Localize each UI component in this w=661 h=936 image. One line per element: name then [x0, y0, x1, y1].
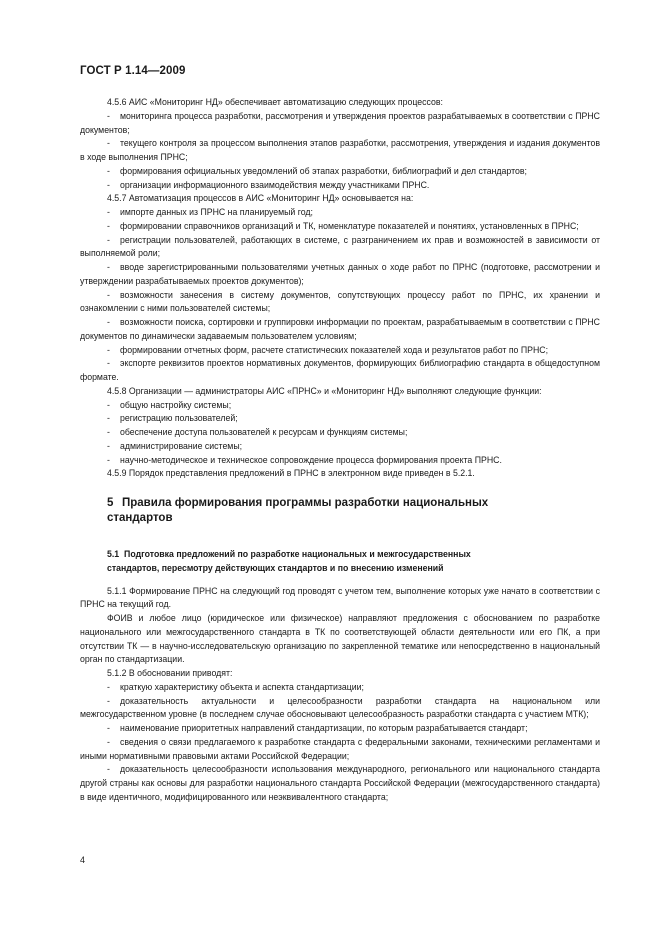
list-item — [80, 681, 600, 695]
list-item — [80, 234, 600, 262]
list-dash: - — [107, 399, 110, 410]
list-item-text: вводе зарегистрированными пользователями учетных данных о ходе работ по ПРНС (подготовке, рассмотрении и утверждении разрабатываемых проектов документов); — [80, 262, 600, 286]
list-dash: - — [107, 695, 110, 706]
list-dash: - — [107, 138, 110, 149]
clause-4-5-8: 4.5.8 Организации — администраторы АИС «ПРНС» и «Мониторинг НД» выполняют следующие функции: — [107, 385, 542, 396]
list-item-text: экспорте реквизитов проектов нормативных документов, формирующих библиографию стандарта в общедоступном формате. — [80, 358, 600, 382]
list-item — [80, 722, 600, 736]
clause-5-1-1: 5.1.1 Формирование ПРНС на следующий год проводят с учетом тем, выполнение которых уже начато в соответствии с ПРНС на текущий год. — [80, 585, 600, 610]
subsection-5-1-number: 5.1 — [107, 549, 120, 559]
list-item — [80, 289, 600, 317]
section-5-title-line2: стандартов — [107, 512, 173, 524]
section-5-number: 5 — [107, 497, 114, 509]
list-item-text: текущего контроля за процессом выполнения этапов разработки, рассмотрения, утверждения и издания документов в ходе выполнения ПРНС; — [80, 138, 600, 162]
list-dash: - — [107, 440, 110, 451]
list-dash: - — [107, 723, 110, 733]
list-item — [80, 206, 600, 220]
list-item — [80, 440, 600, 454]
document-body — [80, 96, 600, 805]
list-item — [80, 137, 600, 165]
list-item — [80, 220, 600, 234]
list-dash: - — [107, 358, 110, 369]
subsection-5-1-title-line2: стандартов, пересмотру действующих стандартов и по внесению изменений — [107, 562, 444, 573]
list-dash: - — [107, 234, 110, 245]
document-code: ГОСТ Р 1.14—2009 — [80, 65, 186, 77]
list-dash: - — [107, 165, 110, 176]
list-item-text: возможности поиска, сортировки и группировки информации по проектам, разрабатываемым в соответствии с ПРНС документов по динамически задаваемым пользователем условиям; — [80, 317, 600, 341]
list-item-text: доказательность целесообразности использования международного, регионального или национального стандарта другой страны как основы для разработки национального стандарта Российской Федерации (межгосударственного стандарта) в виде идентичного, модифицированного или неэквивалентного стандарта; — [80, 764, 600, 802]
clause-4-5-6-list — [80, 110, 600, 193]
list-item-text: формировании отчетных форм, расчете статистических показателей хода и результатов работ по ПРНС; — [120, 344, 549, 355]
list-item-text: регистрации пользователей, работающих в системе, с разграничением их прав и возможностей в зависимости от выполняемой роли; — [80, 234, 600, 259]
subsection-5-1-title-line1: Подготовка предложений по разработке национальных и межгосударственных — [124, 549, 471, 559]
list-item-text: сведения о связи предлагаемого к разработке стандарта с федеральными законами, техническими регламентами и иными нормативными правовыми актами Российской Федерации; — [80, 736, 600, 761]
clause-4-5-7-list — [80, 206, 600, 385]
clause-4-5-6: 4.5.6 АИС «Мониторинг НД» обеспечивает автоматизацию следующих процессов: — [107, 97, 443, 107]
list-item — [80, 736, 600, 764]
list-item-text: администрирование системы; — [120, 440, 243, 451]
clause-4-5-7: 4.5.7 Автоматизация процессов в АИС «Мониторинг НД» основывается на: — [107, 193, 414, 204]
list-item — [80, 110, 600, 138]
list-item-text: импорте данных из ПРНС на планируемый год; — [120, 207, 313, 217]
list-item-text: научно-методическое и техническое сопровождение процесса формирования проекта ПРНС. — [120, 454, 502, 465]
list-dash: - — [107, 681, 110, 692]
list-item-text: формировании справочников организаций и ТК, номенклатуре показателей и понятиях, установленных в ПРНС; — [120, 220, 579, 231]
list-item-text: обеспечение доступа пользователей к ресурсам и функциям системы; — [120, 427, 408, 437]
list-item — [80, 316, 600, 344]
list-item — [80, 454, 600, 468]
clause-5-1-1-paragraph-2: ФОИВ и любое лицо (юридическое или физическое) направляют предложения с обоснованием по разработке национального или межгосударственного стандарта в ТК по соответствующей области деятельности или его ПК, а при отсутствии ТК — в научно-исследовательскую организацию по закрепленной тематике или непосредственно в национальный орган по стандартизации. — [80, 613, 600, 665]
list-item — [80, 357, 600, 385]
list-dash: - — [107, 262, 110, 272]
list-item — [80, 412, 600, 426]
list-item — [80, 344, 600, 358]
clause-4-5-9: 4.5.9 Порядок представления предложений в ПРНС в электронном виде приведен в 5.2.1. — [107, 468, 475, 479]
list-dash: - — [107, 344, 110, 355]
list-item-text: организации информационного взаимодействия между участниками ПРНС. — [120, 179, 430, 190]
list-item — [80, 695, 600, 723]
list-dash: - — [107, 413, 110, 424]
list-dash: - — [107, 454, 110, 465]
list-dash: - — [107, 289, 110, 300]
list-dash: - — [107, 427, 110, 437]
list-item — [80, 165, 600, 179]
list-item-text: краткую характеристику объекта и аспекта стандартизации; — [120, 681, 364, 692]
list-item-text: доказательность актуальности и целесообразности разработки стандарта на национальном или межгосударственном уровне (в последнем случае обосновывают целесообразность разработки стандарта с участием МТК); — [80, 695, 600, 720]
list-dash: - — [107, 317, 110, 327]
list-item-text: возможности занесения в систему документов, сопутствующих процессу работ по ПРНС, их хранении и ознакомлении с ними пользователей системы; — [80, 289, 600, 314]
list-item — [80, 179, 600, 193]
list-dash: - — [107, 110, 110, 121]
list-dash: - — [107, 179, 110, 190]
list-item — [80, 399, 600, 413]
list-item-text: формирования официальных уведомлений об этапах разработки, библиографий и дел стандартов; — [120, 165, 527, 176]
clause-4-5-8-list — [80, 399, 600, 468]
section-5-title-line1: Правила формирования программы разработки национальных — [122, 497, 489, 509]
clause-5-1-2: 5.1.2 В обосновании приводят: — [107, 668, 233, 678]
list-item — [80, 426, 600, 440]
list-dash: - — [107, 736, 110, 747]
page-number: 4 — [80, 855, 86, 865]
list-item — [80, 261, 600, 289]
subsection-5-1-heading — [80, 548, 600, 576]
list-item-text: общую настройку системы; — [120, 399, 232, 410]
list-item-text: регистрацию пользователей; — [120, 413, 238, 424]
list-item-text: наименование приоритетных направлений стандартизации, по которым разрабатывается стандарт; — [120, 723, 528, 733]
clause-5-1-2-list — [80, 681, 600, 805]
section-5-heading — [80, 496, 600, 526]
list-dash: - — [107, 764, 110, 775]
list-item-text: мониторинга процесса разработки, рассмотрения и утверждения проектов разрабатываемых в соответствии с ПРНС документов; — [80, 110, 600, 135]
list-dash: - — [107, 207, 110, 217]
list-dash: - — [107, 220, 110, 231]
list-item — [80, 763, 600, 804]
